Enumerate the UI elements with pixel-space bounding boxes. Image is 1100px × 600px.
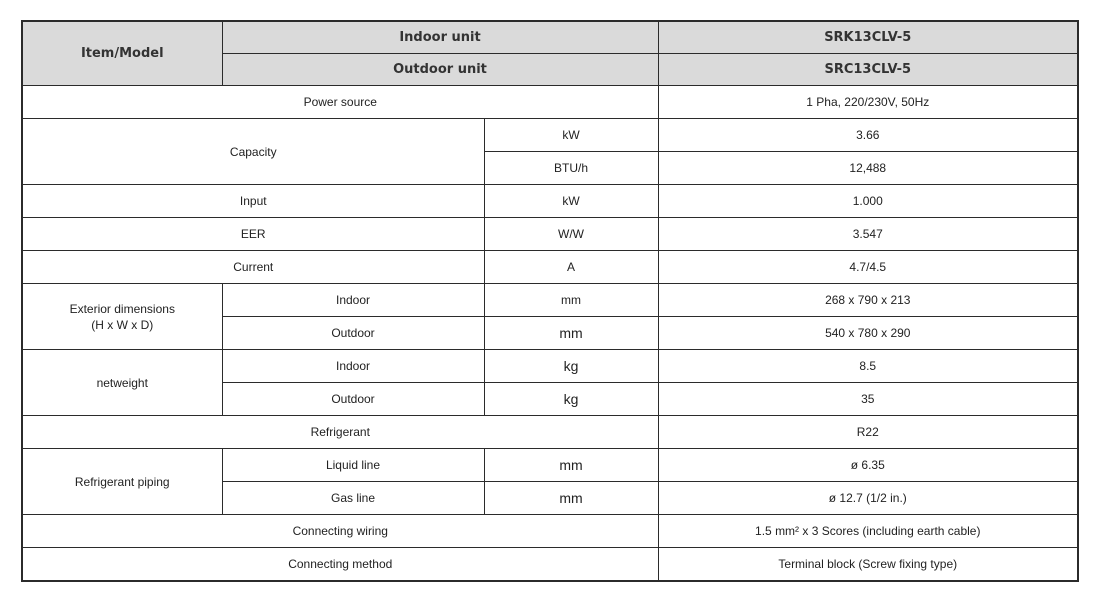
table-row-piping-liquid	[22, 449, 1078, 482]
item-model-header: Item/Model	[22, 21, 222, 86]
table-row-netweight-indoor	[22, 350, 1078, 383]
refrigerant-label: Refrigerant	[22, 416, 658, 449]
indoor-model: SRK13CLV-5	[658, 21, 1078, 54]
exterior-dimensions-label	[22, 284, 222, 350]
eer-value: 3.547	[658, 218, 1078, 251]
liquid-line-label: Liquid line	[222, 449, 484, 482]
netweight-outdoor-label: Outdoor	[222, 383, 484, 416]
gas-line-label: Gas line	[222, 482, 484, 515]
table-row-dimensions-indoor	[22, 284, 1078, 317]
connecting-wiring-value: 1.5 mm² x 3 Scores (including earth cable)	[658, 515, 1078, 548]
power-source-value: 1 Pha, 220/230V, 50Hz	[658, 86, 1078, 119]
outdoor-unit-header: Outdoor unit	[222, 54, 658, 86]
netweight-label: netweight	[22, 350, 222, 416]
input-value: 1.000	[658, 185, 1078, 218]
dimensions-outdoor-value: 540 x 780 x 290	[658, 317, 1078, 350]
connecting-method-label: Connecting method	[22, 548, 658, 582]
input-unit: kW	[484, 185, 658, 218]
dimensions-indoor-value: 268 x 790 x 213	[658, 284, 1078, 317]
table-row-current	[22, 251, 1078, 284]
dimensions-indoor-unit: mm	[484, 284, 658, 317]
exterior-dimensions-label-line1: Exterior dimensions	[69, 301, 175, 316]
liquid-line-unit: mm	[484, 449, 658, 482]
gas-line-unit: mm	[484, 482, 658, 515]
connecting-wiring-label: Connecting wiring	[22, 515, 658, 548]
netweight-outdoor-value: 35	[658, 383, 1078, 416]
table-row-connecting-wiring	[22, 515, 1078, 548]
netweight-outdoor-unit: kg	[484, 383, 658, 416]
table-row-power-source	[22, 86, 1078, 119]
dimensions-indoor-label: Indoor	[222, 284, 484, 317]
capacity-kw-unit: kW	[484, 119, 658, 152]
power-source-label: Power source	[22, 86, 658, 119]
table-row-input	[22, 185, 1078, 218]
netweight-indoor-label: Indoor	[222, 350, 484, 383]
connecting-method-value: Terminal block (Screw fixing type)	[658, 548, 1078, 582]
spec-table	[21, 20, 1079, 582]
liquid-line-value: ø 6.35	[658, 449, 1078, 482]
capacity-label: Capacity	[22, 119, 484, 185]
refrigerant-piping-label: Refrigerant piping	[22, 449, 222, 515]
netweight-indoor-value: 8.5	[658, 350, 1078, 383]
eer-label: EER	[22, 218, 484, 251]
refrigerant-value: R22	[658, 416, 1078, 449]
header-row-indoor	[22, 21, 1078, 54]
indoor-unit-header: Indoor unit	[222, 21, 658, 54]
capacity-btu-unit: BTU/h	[484, 152, 658, 185]
capacity-kw-value: 3.66	[658, 119, 1078, 152]
outdoor-model: SRC13CLV-5	[658, 54, 1078, 86]
table-row-capacity-kw	[22, 119, 1078, 152]
netweight-indoor-unit: kg	[484, 350, 658, 383]
eer-unit: W/W	[484, 218, 658, 251]
gas-line-value: ø 12.7 (1/2 in.)	[658, 482, 1078, 515]
input-label: Input	[22, 185, 484, 218]
current-unit: A	[484, 251, 658, 284]
dimensions-outdoor-label: Outdoor	[222, 317, 484, 350]
table-row-refrigerant	[22, 416, 1078, 449]
current-label: Current	[22, 251, 484, 284]
table-row-connecting-method	[22, 548, 1078, 582]
current-value: 4.7/4.5	[658, 251, 1078, 284]
capacity-btu-value: 12,488	[658, 152, 1078, 185]
exterior-dimensions-label-line2: (H x W x D)	[91, 317, 154, 332]
table-row-eer	[22, 218, 1078, 251]
dimensions-outdoor-unit: mm	[484, 317, 658, 350]
